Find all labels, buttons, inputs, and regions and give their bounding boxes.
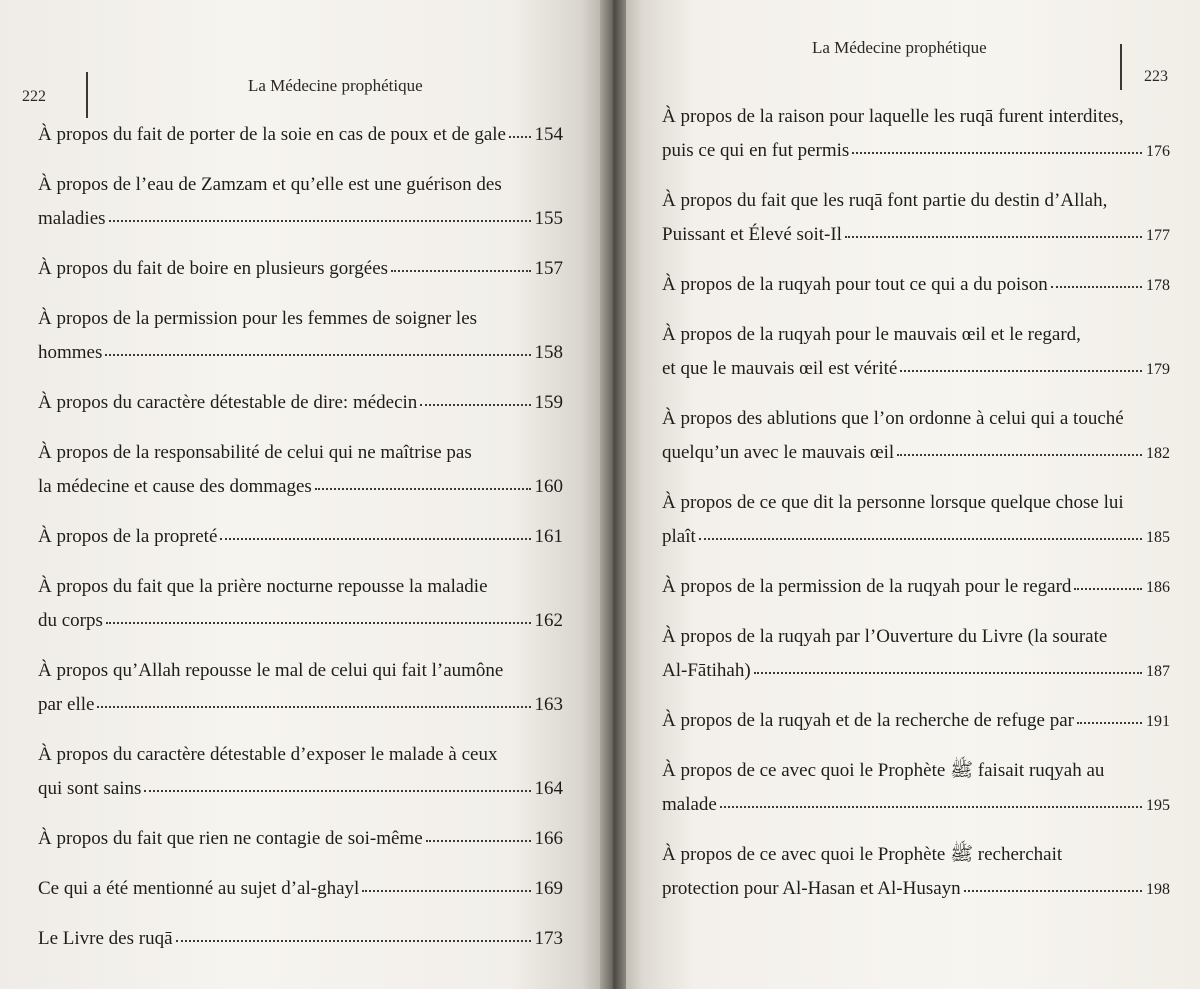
entry-title: À propos du caractère détestable de dire: médecin bbox=[38, 392, 418, 413]
dot-leader bbox=[109, 219, 531, 222]
dot-leader bbox=[176, 939, 531, 942]
entry-title-line2: hommes bbox=[38, 342, 103, 363]
page-number-right: 223 bbox=[1144, 68, 1168, 85]
entry-page: 185 bbox=[1146, 529, 1170, 546]
toc-entry bbox=[38, 570, 563, 638]
entry-title: À propos de la permission de la ruqyah pour le regard bbox=[662, 576, 1072, 597]
toc-entry bbox=[662, 838, 1170, 907]
dot-leader bbox=[144, 789, 530, 792]
dot-leader bbox=[1051, 285, 1142, 288]
toc-list-right bbox=[662, 100, 1170, 922]
entry-page: 161 bbox=[534, 526, 563, 547]
entry-title-line1: À propos de ce avec quoi le Prophète ﷺ recherchait bbox=[662, 844, 1063, 865]
entry-title-line2: plaît bbox=[662, 526, 696, 547]
toc-entry bbox=[662, 620, 1170, 689]
entry-title-line1: À propos des ablutions que l’on ordonne à celui qui a touché bbox=[662, 408, 1124, 429]
dot-leader bbox=[897, 453, 1142, 456]
entry-page: 162 bbox=[534, 610, 563, 631]
dot-leader bbox=[105, 353, 530, 356]
entry-page: 159 bbox=[534, 392, 563, 413]
dot-leader bbox=[420, 403, 530, 406]
entry-title: À propos du fait que rien ne contagie de soi-même bbox=[38, 828, 423, 849]
entry-title-line2: la médecine et cause des dommages bbox=[38, 476, 312, 497]
entry-page: 187 bbox=[1146, 663, 1170, 680]
entry-page: 155 bbox=[534, 208, 563, 229]
entry-title-line1: À propos de la ruqyah pour le mauvais œil et le regard, bbox=[662, 324, 1081, 345]
entry-page: 177 bbox=[1146, 227, 1170, 244]
entry-title: Ce qui a été mentionné au sujet d’al-ghayl bbox=[38, 878, 360, 899]
toc-entry bbox=[38, 738, 563, 806]
dot-leader bbox=[720, 805, 1142, 808]
entry-title-line2: malade bbox=[662, 794, 717, 815]
toc-entry bbox=[38, 252, 563, 286]
dot-leader bbox=[391, 269, 530, 272]
dot-leader bbox=[754, 671, 1142, 674]
entry-title-line1: À propos du fait que les ruqā font partie du destin d’Allah, bbox=[662, 190, 1108, 211]
toc-entry bbox=[38, 436, 563, 504]
entry-page: 160 bbox=[534, 476, 563, 497]
toc-entry bbox=[38, 386, 563, 420]
entry-title-line2: et que le mauvais œil est vérité bbox=[662, 358, 898, 379]
entry-page: 158 bbox=[534, 342, 563, 363]
entry-page: 169 bbox=[534, 878, 563, 899]
book-gutter bbox=[600, 0, 626, 989]
entry-title-line2: Puissant et Élevé soit-Il bbox=[662, 224, 842, 245]
entry-title-line2: protection pour Al-Hasan et Al-Husayn bbox=[662, 878, 961, 899]
running-title-left: La Médecine prophétique bbox=[248, 76, 423, 95]
dot-leader bbox=[315, 487, 531, 490]
entry-page: 154 bbox=[534, 124, 563, 145]
entry-title-line1: À propos de l’eau de Zamzam et qu’elle est une guérison des bbox=[38, 174, 502, 195]
dot-leader bbox=[106, 621, 531, 624]
entry-title-line1: À propos de la ruqyah par l’Ouverture du Livre (la sourate bbox=[662, 626, 1108, 647]
entry-title: À propos de la ruqyah et de la recherche de refuge par bbox=[662, 710, 1074, 731]
toc-entry bbox=[38, 872, 563, 906]
entry-title-line1: À propos du caractère détestable d’exposer le malade à ceux bbox=[38, 744, 498, 765]
entry-page: 157 bbox=[534, 258, 563, 279]
toc-entry bbox=[662, 754, 1170, 823]
entry-page: 182 bbox=[1146, 445, 1170, 462]
entry-page: 191 bbox=[1146, 713, 1170, 730]
toc-entry bbox=[38, 168, 563, 236]
entry-page: 164 bbox=[534, 778, 563, 799]
entry-page: 186 bbox=[1146, 579, 1170, 596]
toc-entry bbox=[38, 302, 563, 370]
toc-entry bbox=[38, 520, 563, 554]
header-rule-left bbox=[86, 72, 88, 118]
entry-title-line2: par elle bbox=[38, 694, 95, 715]
entry-title-line1: À propos de la permission pour les femmes de soigner les bbox=[38, 308, 478, 329]
entry-title-line2: puis ce qui en fut permis bbox=[662, 140, 850, 161]
entry-title-line1: À propos qu’Allah repousse le mal de celui qui fait l’aumône bbox=[38, 660, 504, 681]
dot-leader bbox=[845, 235, 1142, 238]
toc-entry bbox=[662, 268, 1170, 303]
toc-entry bbox=[662, 402, 1170, 471]
toc-entry bbox=[38, 822, 563, 856]
toc-entry bbox=[662, 100, 1170, 169]
toc-entry bbox=[662, 570, 1170, 605]
entry-title-line1: À propos de ce avec quoi le Prophète ﷺ faisait ruqyah au bbox=[662, 760, 1105, 781]
toc-entry bbox=[662, 486, 1170, 555]
dot-leader bbox=[900, 369, 1142, 372]
header-rule-right bbox=[1120, 44, 1122, 90]
entry-title-line1: À propos de la raison pour laquelle les ruqā furent interdites, bbox=[662, 106, 1124, 127]
entry-title: Le Livre des ruqā bbox=[38, 928, 173, 949]
dot-leader bbox=[220, 537, 530, 540]
entry-title-line1: À propos du fait que la prière nocturne repousse la maladie bbox=[38, 576, 488, 597]
dot-leader bbox=[426, 839, 531, 842]
entry-title-line2: maladies bbox=[38, 208, 106, 229]
entry-title-line1: À propos de ce que dit la personne lorsque quelque chose lui bbox=[662, 492, 1124, 513]
entry-page: 173 bbox=[534, 928, 563, 949]
dot-leader bbox=[362, 889, 530, 892]
entry-page: 166 bbox=[534, 828, 563, 849]
toc-entry bbox=[38, 922, 563, 956]
entry-title: À propos du fait de boire en plusieurs gorgées bbox=[38, 258, 389, 279]
toc-entry bbox=[38, 654, 563, 722]
running-title-right: La Médecine prophétique bbox=[812, 38, 987, 57]
page-number-left: 222 bbox=[22, 88, 46, 105]
toc-entry bbox=[662, 318, 1170, 387]
dot-leader bbox=[964, 889, 1142, 892]
entry-page: 163 bbox=[534, 694, 563, 715]
entry-title-line2: qui sont sains bbox=[38, 778, 142, 799]
entry-page: 179 bbox=[1146, 361, 1170, 378]
entry-page: 178 bbox=[1146, 277, 1170, 294]
dot-leader bbox=[699, 537, 1142, 540]
entry-page: 195 bbox=[1146, 797, 1170, 814]
dot-leader bbox=[1074, 587, 1142, 590]
toc-entry bbox=[38, 118, 563, 152]
entry-title-line1: À propos de la responsabilité de celui qui ne maîtrise pas bbox=[38, 442, 472, 463]
dot-leader bbox=[97, 705, 530, 708]
entry-title-line2: Al-Fātihah) bbox=[662, 660, 751, 681]
toc-entry bbox=[662, 704, 1170, 739]
entry-title: À propos de la ruqyah pour tout ce qui a du poison bbox=[662, 274, 1048, 295]
right-page bbox=[626, 0, 1200, 989]
toc-list-left bbox=[38, 118, 563, 972]
entry-title-line2: quelqu’un avec le mauvais œil bbox=[662, 442, 895, 463]
toc-entry bbox=[662, 184, 1170, 253]
entry-page: 198 bbox=[1146, 881, 1170, 898]
dot-leader bbox=[852, 151, 1142, 154]
entry-title: À propos du fait de porter de la soie en cas de poux et de gale bbox=[38, 124, 506, 145]
dot-leader bbox=[1077, 721, 1142, 724]
dot-leader bbox=[509, 135, 531, 138]
entry-title-line2: du corps bbox=[38, 610, 103, 631]
entry-title: À propos de la propreté bbox=[38, 526, 218, 547]
entry-page: 176 bbox=[1146, 143, 1170, 160]
